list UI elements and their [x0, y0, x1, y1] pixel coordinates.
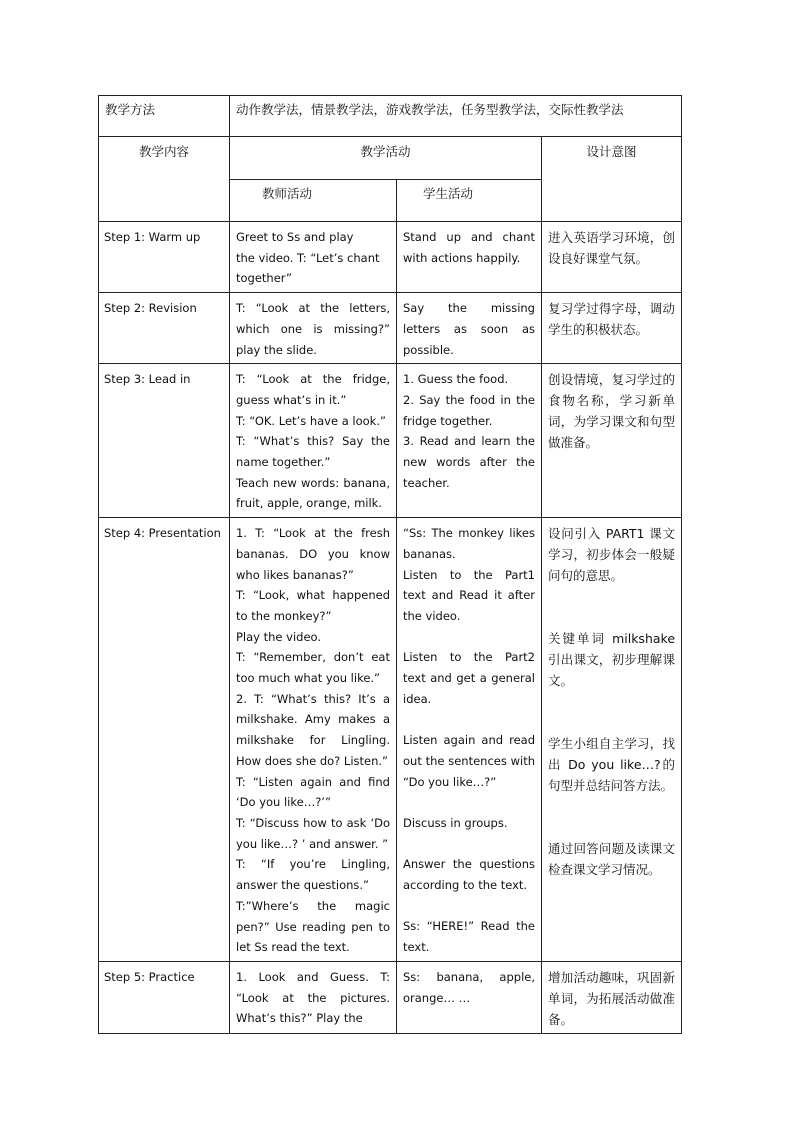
text-line: T: “If you’re Lingling, answer the questions.”: [236, 857, 390, 893]
design-intent: [542, 961, 682, 1033]
text-line: Play the video.: [236, 629, 322, 644]
text-line: Ss: “HERE!” Read the text.: [403, 919, 535, 955]
step-label: Step 1: Warm up: [99, 222, 230, 293]
text-line: T: “OK. Let’s have a look.”: [236, 413, 386, 428]
methods-row: [99, 96, 682, 137]
text-line: 复习学过得字母，调动学生的积极状态。: [548, 301, 676, 338]
text-line: Listen to the Part1 text and Read it after the video.: [403, 567, 535, 623]
spacer: [548, 691, 675, 712]
spacer: [403, 709, 535, 730]
methods-label: 教学方法: [99, 96, 230, 137]
step-label: Step 5: Practice: [99, 961, 230, 1033]
spacer: [548, 817, 675, 838]
text-line: 1. Guess the food.: [403, 372, 509, 387]
spacer: [403, 834, 535, 855]
spacer: [548, 712, 675, 733]
text-line: T: “Look, what happened to the monkey?”: [236, 588, 390, 623]
teacher-activity: [230, 518, 397, 962]
text-line: Teach new words: banana, fruit, apple, orange, milk.: [236, 475, 390, 511]
text-line: T: “Look at the fridge, guess what’s in it.”: [236, 372, 390, 407]
text-line: T: “Remember, don’t eat too much what you like.”: [236, 650, 390, 686]
header-student: 学生活动: [397, 180, 542, 222]
text-line: Listen again and read out the sentences with “Do you like…?”: [403, 733, 535, 789]
header-row: [99, 137, 682, 180]
text-line: 2. T: “What’s this? It’s a milkshake. Amy makes a milkshake for Lingling. How does she do? Listen.”: [236, 691, 390, 768]
text-line: T: “Look at the letters, which one is missing?” play the slide.: [236, 301, 390, 357]
header-intent: 设计意图: [542, 137, 682, 222]
text-line: Say the missing letters as soon as possible.: [403, 301, 535, 357]
student-activity: [397, 961, 542, 1033]
spacer: [403, 627, 535, 648]
text-line: 2. Say the food in the fridge together.: [403, 392, 535, 428]
spacer: [403, 896, 535, 917]
table-row: [99, 364, 682, 518]
header-teacher: 教师活动: [230, 180, 397, 222]
lesson-plan-table: [98, 95, 682, 1034]
spacer: [548, 796, 675, 817]
text-line: T:”Where’s the magic pen?” Use reading pen to let Ss read the text.: [236, 898, 390, 955]
text-line: Discuss in groups.: [403, 815, 508, 830]
text-line: “Ss: The monkey likes bananas.: [403, 526, 535, 561]
student-activity: [397, 364, 542, 518]
text-line: Ss: banana, apple, orange… …: [403, 969, 535, 1005]
table-row: [99, 518, 682, 962]
text-line: Answer the questions according to the text.: [403, 857, 535, 893]
text-line: Listen to the Part2 text and get a general idea.: [403, 650, 535, 706]
step-label: Step 4: Presentation: [99, 518, 230, 962]
text-line: 通过回答问题及读课文检查课文学习情况。: [548, 841, 676, 878]
text-line: 1. T: “Look at the fresh bananas. DO you know who likes bananas?”: [236, 526, 390, 582]
text-line: 学生小组自主学习，找出 Do you like…?的句型并总结问答方法。: [548, 736, 676, 794]
table-row: [99, 961, 682, 1033]
text-line: T: “Listen again and find ‘Do you like…?’”: [236, 774, 390, 810]
text-line: Greet to Ss and play: [236, 230, 354, 244]
header-content: 教学内容: [99, 137, 230, 222]
table-row: [99, 293, 682, 364]
header-activities: 教学活动: [230, 137, 542, 180]
step-label: Step 2: Revision: [99, 293, 230, 364]
teacher-activity: [230, 961, 397, 1033]
teacher-activity: [230, 293, 397, 364]
teacher-activity: [230, 222, 397, 293]
text-line: 增加活动趣味，巩固新单词，为拓展活动做准备。: [548, 969, 676, 1027]
student-activity: [397, 222, 542, 293]
text-line: T: “Discuss how to ask ‘Do you like…? ’ and answer. ”: [236, 815, 390, 851]
methods-value: 动作教学法，情景教学法，游戏教学法，任务型教学法，交际性教学法: [230, 96, 682, 137]
teacher-activity: [230, 364, 397, 518]
student-activity: [397, 293, 542, 364]
text-line: 3. Read and learn the new words after the teacher.: [403, 434, 535, 490]
design-intent: [542, 222, 682, 293]
text-line: the video. T: “Let’s chant: [236, 250, 380, 265]
text-line: Stand up and chant with actions happily.: [403, 230, 535, 265]
student-activity: [397, 518, 542, 962]
text-line: together”: [236, 271, 292, 286]
step-label: Step 3: Lead in: [99, 364, 230, 518]
design-intent: [542, 293, 682, 364]
spacer: [548, 586, 675, 607]
text-line: 1. Look and Guess. T: “Look at the pictures. What’s this?” Play the: [236, 969, 390, 1026]
text-line: 创设情境，复习学过的食物名称，学习新单词，为学习课文和句型做准备。: [548, 372, 676, 451]
design-intent: [542, 518, 682, 962]
text-line: 设问引入 PART1 课文学习，初步体会一般疑问句的意思。: [548, 526, 676, 584]
spacer: [403, 792, 535, 813]
table-row: [99, 222, 682, 293]
text-line: T: “What’s this? Say the name together.”: [236, 434, 390, 470]
design-intent: [542, 364, 682, 518]
spacer: [548, 607, 675, 628]
text-line: 进入英语学习环境，创设良好课堂气氛。: [548, 230, 676, 266]
text-line: 关键单词 milkshake 引出课文，初步理解课文。: [548, 631, 676, 689]
